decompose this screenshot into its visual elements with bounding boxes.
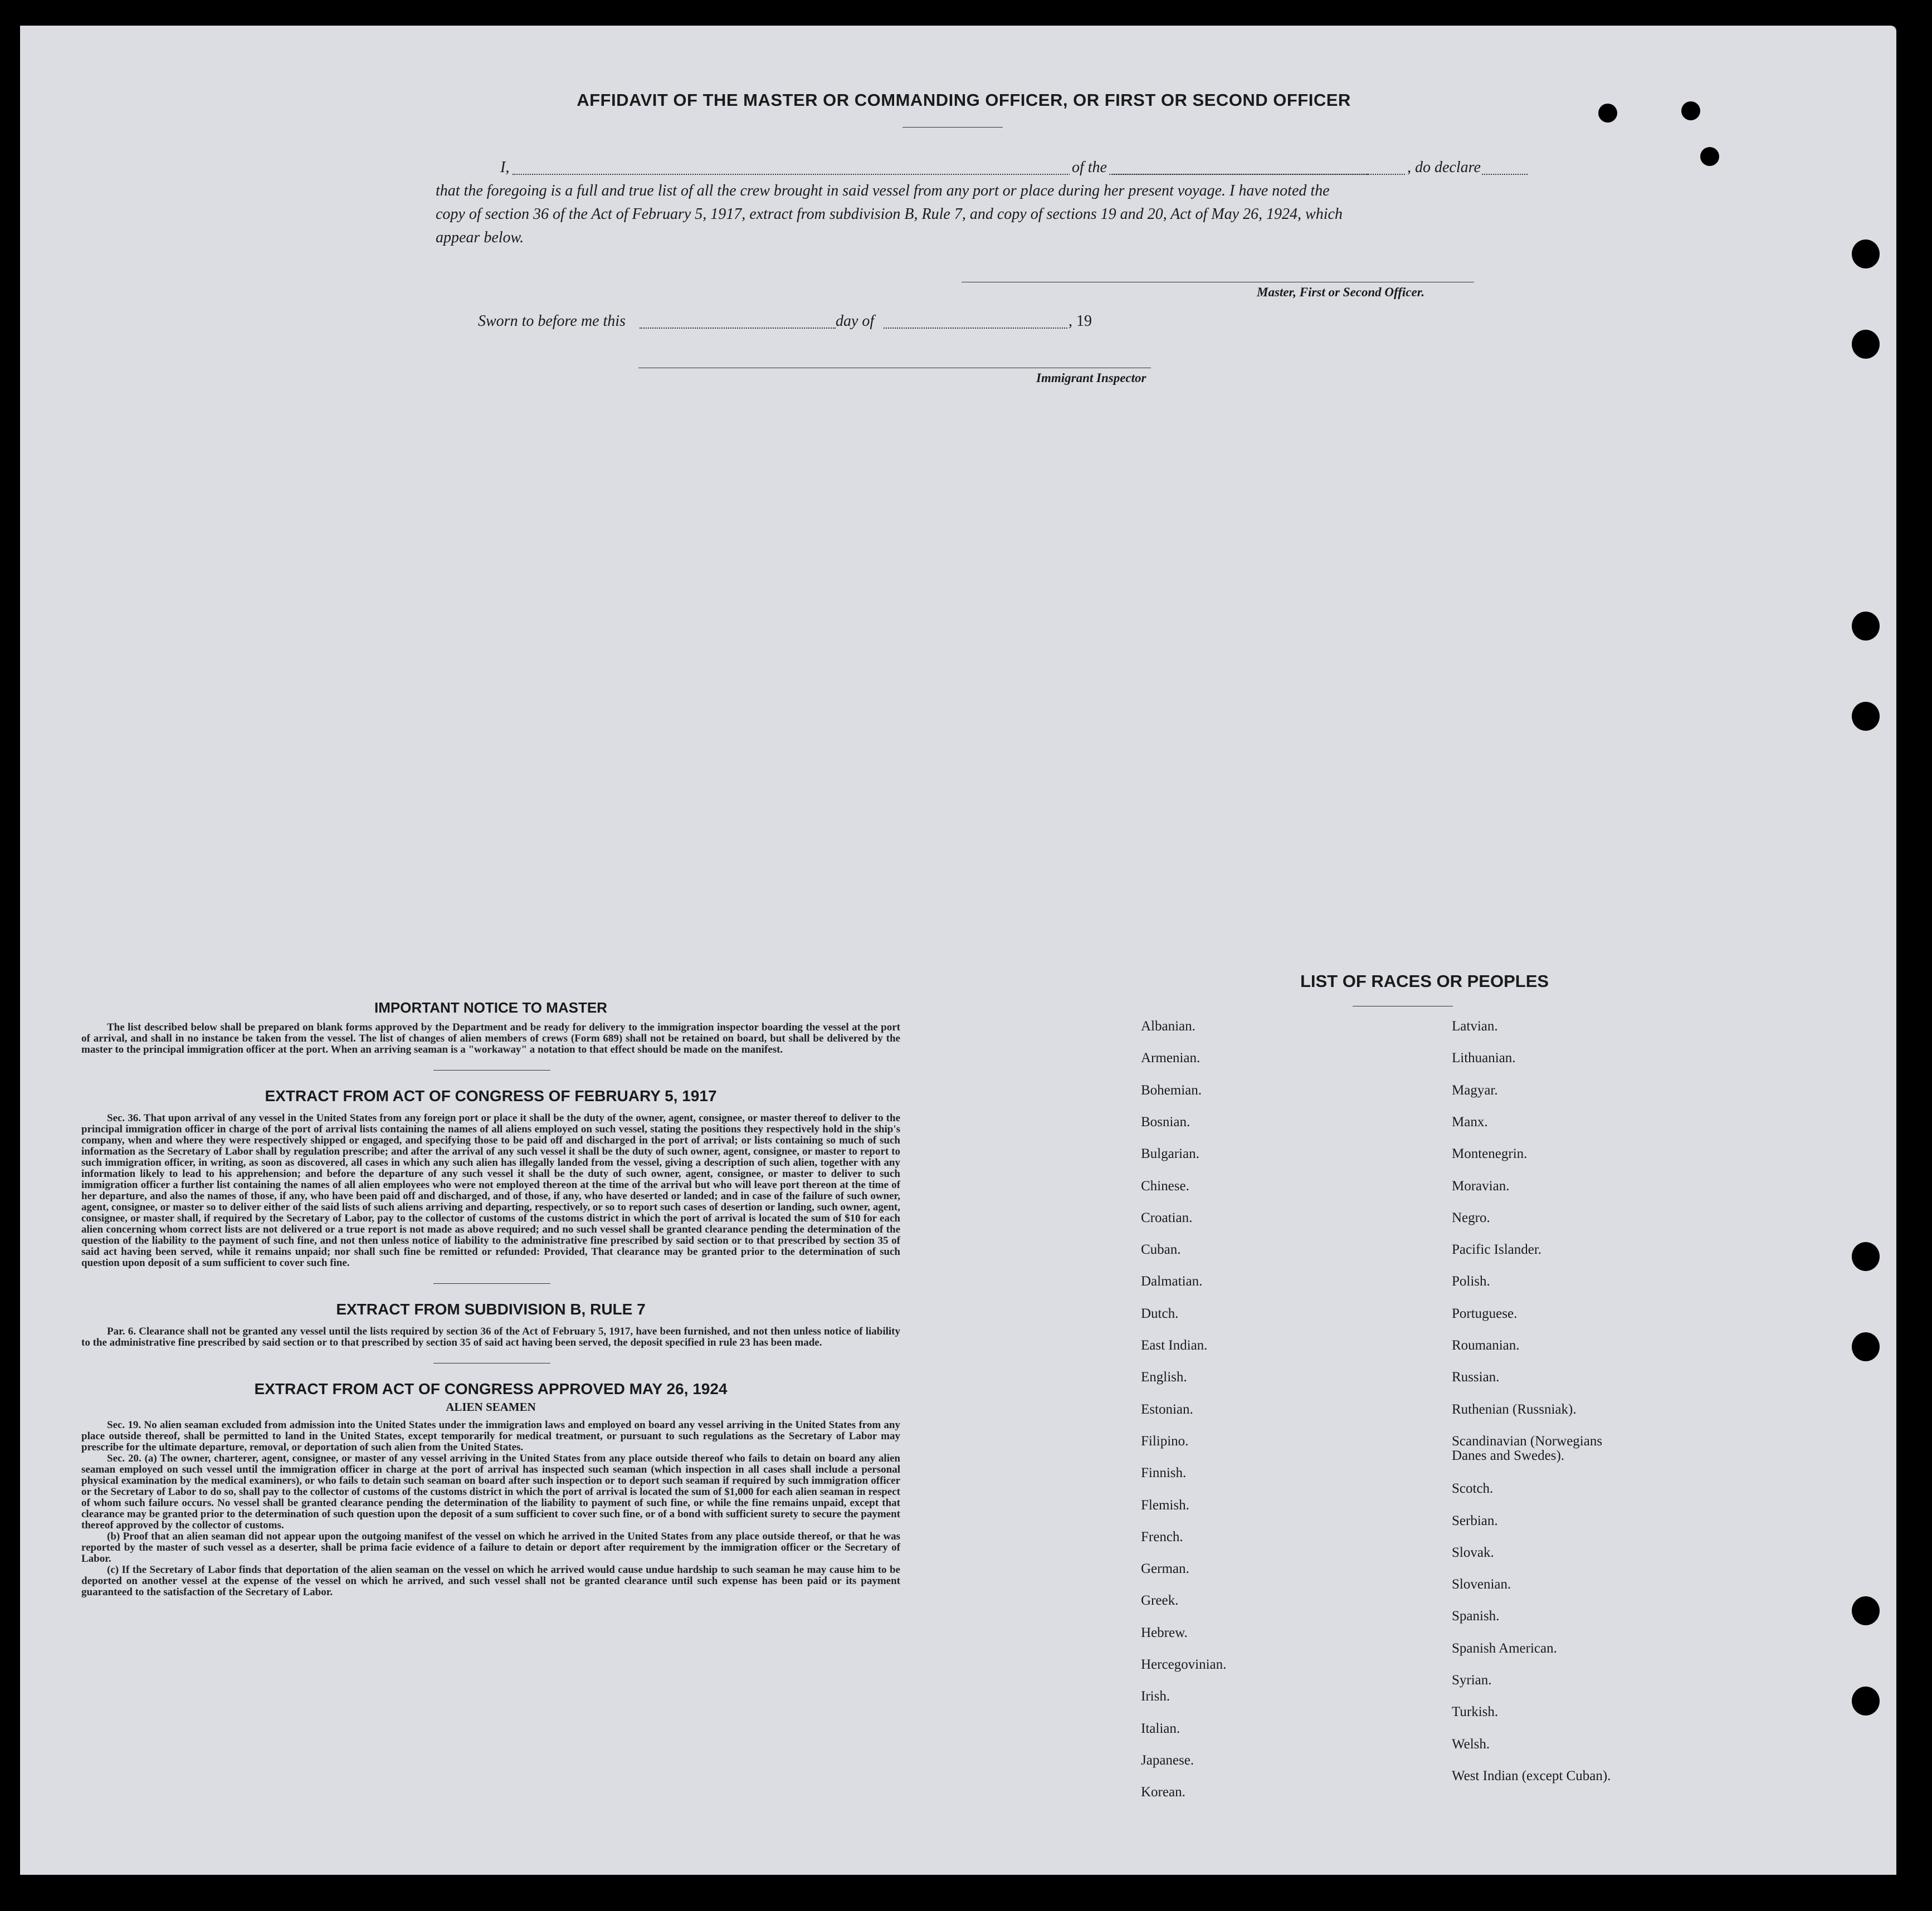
affidavit-title: AFFIDAVIT OF THE MASTER OR COMMANDING OFFICER, OR FIRST OR SECOND OFFICER	[577, 90, 1351, 110]
punch-hole	[1700, 147, 1719, 166]
race-item: Manx.	[1452, 1114, 1488, 1130]
race-item: Dalmatian.	[1141, 1274, 1203, 1289]
sworn-label: Sworn to before me this	[478, 312, 626, 330]
i-label: I,	[500, 159, 510, 176]
race-item: Croatian.	[1141, 1210, 1193, 1225]
race-item: Hebrew.	[1141, 1625, 1188, 1640]
sworn-month-field[interactable]	[884, 328, 1067, 329]
race-item: Irish.	[1141, 1689, 1170, 1704]
race-item: Portuguese.	[1452, 1306, 1518, 1321]
race-item: Russian.	[1452, 1370, 1500, 1385]
day-of-label: day of	[836, 312, 875, 330]
race-item: Bosnian.	[1141, 1114, 1191, 1130]
race-item: English.	[1141, 1370, 1187, 1385]
race-item: Roumanian.	[1452, 1338, 1520, 1353]
race-item: Italian.	[1141, 1721, 1180, 1736]
race-item: West Indian (except Cuban).	[1452, 1768, 1611, 1783]
race-item: Korean.	[1141, 1785, 1185, 1800]
race-item: Chinese.	[1141, 1178, 1189, 1194]
race-item: Armenian.	[1141, 1050, 1201, 1066]
race-item: Dutch.	[1141, 1306, 1179, 1321]
notice-body	[81, 1022, 900, 1055]
extract-1924-body	[81, 1420, 900, 1598]
punch-hole	[1852, 612, 1880, 641]
race-item: Finnish.	[1141, 1465, 1187, 1481]
extract-1924-title: EXTRACT FROM ACT OF CONGRESS APPROVED MAY 26, 1924	[254, 1380, 728, 1397]
race-item: Bulgarian.	[1141, 1146, 1199, 1162]
extract-rule7-title: EXTRACT FROM SUBDIVISION B, RULE 7	[336, 1301, 646, 1318]
year-label: , 19	[1069, 312, 1092, 330]
sec-36-paragraph: Sec. 36. That upon arrival of any vessel in the United States from any foreign port or place it shall be the duty of the owner, agent, consignee, or master thereof to deliver to the principal immigration officer in charge of the port of arrival lists containing the names of all aliens employed on such vessel, stating the positions they respectively hold in the ship's company, when and where they were respectively shipped or engaged, and specifying those to be paid off and discharged in the port of arrival; or lists containing so much of such information as the Secretary of Labor shall by regulation prescribe; and after the arrival of any such vessel it shall be the duty of such owner, agent, consignee, or master to report to such immigration officer, in writing, as soon as discovered, all cases in which any such alien has illegally landed from the vessel, giving a description of such alien, together with any information likely to lead to his apprehension; and before the departure of any such vessel it shall be the duty of such owner, agent, consignee, or master to deliver to such immigration officer a further list containing the names of all alien employees who were not employed thereon at the time of the arrival but who will leave port thereon at the time of her departure, and also the names of those, if any, who have been paid off and discharged, and of those, if any, who have deserted or landed; and in case of the failure of such owner, agent, consignee, or master so to deliver either of the said lists of such aliens arriving and departing, respectively, or so to report such cases of desertion or landing, such owner, agent, consignee, or master shall, if required by the Secretary of Labor, pay to the collector of customs of the customs district in which the port of arrival is located the sum of $10 for each alien concerning whom correct lists are not delivered or a true report is not made as above required; and no such vessel shall be granted clearance pending the determination of the question of the liability to the payment of such fine, and not then unless notice of liability to the administrative fine prescribed by said section or to that prescribed by section 35 of said act having been served, while it remains unpaid; nor shall such fine be remitted or refunded: Provided, That clearance may be granted prior to the determination of such question upon deposit of a sum sufficient to cover such fine.	[81, 1112, 900, 1269]
of-the-label: of the	[1070, 156, 1109, 179]
race-item: Montenegrin.	[1452, 1146, 1528, 1162]
race-item: French.	[1141, 1529, 1183, 1545]
race-item: Pacific Islander.	[1452, 1242, 1542, 1258]
race-item: Latvian.	[1452, 1019, 1498, 1034]
sec-20a-paragraph: Sec. 20. (a) The owner, charterer, agent, consignee, or master of any vessel arriving in the United States from any place outside thereof who fails to detain on board any alien seaman employed on such vessel until the immigration officer in charge at the port of arrival has inspected such seaman (which inspection in all cases shall include a personal physical examination by the medical examiners), or who fails to detain such seaman on board after such inspection or to deport such seaman if required by such immigration officer or the Secretary of Labor to do so, shall pay to the collector of customs of the customs district in which the port of arrival is located the sum of $1,000 for each alien seaman in respect of whom such failure occurs. No vessel shall be granted clearance pending the determination of the liability to payment of such fine, or while the fine remains unpaid, except that clearance may be granted prior to the determination of such question upon the deposit of a sum sufficient to cover such fine, or of a bond with sufficient surety to secure the payment thereof approved by the collector of customs.	[81, 1453, 900, 1531]
punch-hole	[1852, 1596, 1880, 1625]
race-item: Cuban.	[1141, 1242, 1181, 1258]
races-title: LIST OF RACES OR PEOPLES	[1300, 971, 1549, 991]
race-item: Estonian.	[1141, 1401, 1193, 1417]
race-item: Welsh.	[1452, 1736, 1490, 1752]
race-item: Albanian.	[1141, 1019, 1196, 1034]
notice-title: IMPORTANT NOTICE TO MASTER	[374, 999, 607, 1016]
race-item: Bohemian.	[1141, 1082, 1202, 1098]
notice-paragraph: The list described below shall be prepared on blank forms approved by the Department and be ready for delivery to the immigration inspector boarding the vessel at the port of arrival, and shall in no instance be taken from the vessel. The list of changes of alien members of crews (Form 689) shall not be retained on board, but shall be delivered by the master to the principal immigration officer at the port. When an arriving seaman is a "workaway" a notation to that effect should be made on the manifest.	[81, 1022, 900, 1055]
race-item: Hercegovinian.	[1141, 1657, 1227, 1672]
race-item: Moravian.	[1452, 1178, 1510, 1194]
race-item: Scotch.	[1452, 1481, 1494, 1497]
notices-column	[81, 999, 900, 1598]
race-item: Serbian.	[1452, 1513, 1498, 1528]
race-item: Filipino.	[1141, 1433, 1189, 1449]
race-item: Japanese.	[1141, 1752, 1194, 1768]
declaration-first-line	[436, 156, 1505, 179]
race-item: Negro.	[1452, 1210, 1490, 1225]
extract-1917-body	[81, 1113, 900, 1269]
title-underline	[902, 127, 1003, 128]
master-signature-caption: Master, First or Second Officer.	[1257, 285, 1425, 299]
par-6-paragraph: Par. 6. Clearance shall not be granted any vessel until the lists required by section 36 of the Act of February 5, 1917, have been furnished, and not then unless notice of liability to the administrative fine prescribed by said section or to that prescribed by section 35 of said act having been served, the deposit specified in rule 23 has been made.	[81, 1326, 900, 1348]
form-page	[20, 26, 1896, 1875]
race-item: Polish.	[1452, 1274, 1490, 1289]
race-item: Lithuanian.	[1452, 1050, 1516, 1066]
sec-19-paragraph: Sec. 19. No alien seaman excluded from admission into the United States under the immigration laws and employed on board any vessel arriving in the United States from any place outside thereof, shall be permitted to land in the United States, except temporarily for medical treatment, or pursuant to such regulations as the Secretary of Labor may prescribe for the ultimate departure, removal, or deportation of such alien from the United States.	[81, 1419, 900, 1453]
race-item: Spanish American.	[1452, 1640, 1557, 1656]
race-item: Slovenian.	[1452, 1577, 1511, 1592]
punch-hole	[1852, 1687, 1880, 1715]
sec-20c-paragraph: (c) If the Secretary of Labor finds that deportation of the alien seaman on the vessel on which he arrived would cause undue hardship to such seaman he may cause him to be deported on another vessel at the expense of the vessel on which he arrived, and such vessel shall not be granted clearance until such expense has been paid or its payment guaranteed to the satisfaction of the Secretary of Labor.	[81, 1564, 900, 1598]
divider	[433, 1283, 550, 1284]
affidavit-declaration	[436, 156, 1505, 250]
declaration-line-4: appear below.	[436, 229, 524, 246]
race-item: Turkish.	[1452, 1704, 1499, 1720]
extract-rule7-body	[81, 1326, 900, 1348]
sworn-day-field[interactable]	[640, 328, 836, 329]
race-item: Spanish.	[1452, 1609, 1500, 1624]
do-declare-label: , do declare	[1405, 156, 1481, 179]
race-item: Flemish.	[1141, 1497, 1189, 1513]
declaration-line-2: that the foregoing is a full and true list of all the crew brought in said vessel from any port or place during her present voyage. I have noted the	[436, 182, 1330, 199]
race-item: German.	[1141, 1561, 1189, 1577]
race-item: Slovak.	[1452, 1545, 1494, 1560]
alien-seamen-subtitle: ALIEN SEAMEN	[446, 1400, 536, 1414]
race-item: Magyar.	[1452, 1082, 1498, 1098]
declaration-line-3: copy of section 36 of the Act of February 5, 1917, extract from subdivision B, Rule 7, and copy of sections 19 and 20, Act of May 26, 1924, which	[436, 206, 1343, 223]
extract-1917-title: EXTRACT FROM ACT OF CONGRESS OF FEBRUARY 5, 1917	[265, 1087, 717, 1104]
punch-hole	[1852, 330, 1880, 359]
race-item: East Indian.	[1141, 1338, 1208, 1353]
inspector-caption: Immigrant Inspector	[1036, 371, 1146, 385]
race-item: Syrian.	[1452, 1673, 1492, 1688]
punch-hole	[1852, 1332, 1880, 1361]
sworn-line	[478, 310, 1146, 333]
sec-20b-paragraph: (b) Proof that an alien seaman did not appear upon the outgoing manifest of the vessel on which he arrived in the United States from any place outside thereof, or that he was reported by the master of such vessel as a deserter, shall be prima facie evidence of a failure to detain or deport after requirement by the immigration officer or the Secretary of Labor.	[81, 1531, 900, 1565]
divider	[433, 1070, 550, 1071]
punch-hole	[1852, 240, 1880, 268]
race-item: Greek.	[1141, 1593, 1179, 1609]
punch-hole	[1852, 1242, 1880, 1271]
race-item: Ruthenian (Russniak).	[1452, 1401, 1577, 1417]
punch-hole	[1852, 702, 1880, 731]
race-item: Scandinavian (Norwegians Danes and Swedes).	[1452, 1433, 1603, 1463]
